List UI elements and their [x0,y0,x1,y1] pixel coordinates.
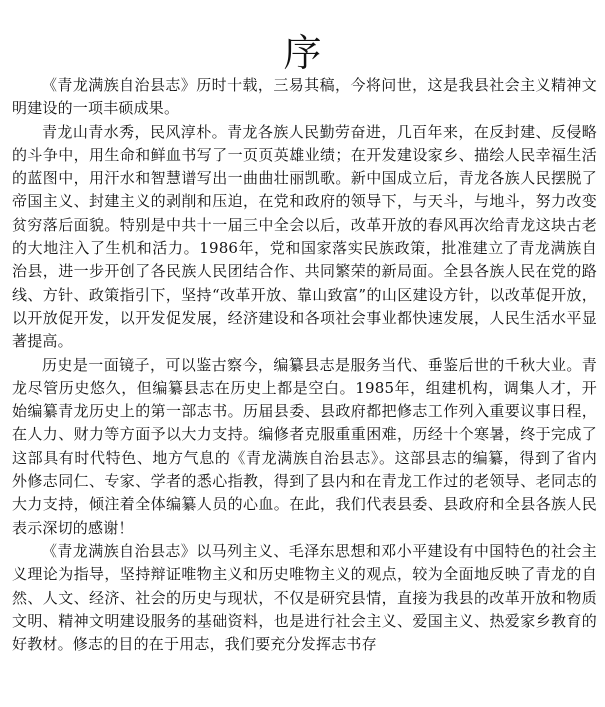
paragraph-4: 《青龙满族自治县志》以马列主义、毛泽东思想和邓小平建设有中国特色的社会主义理论为指导，坚持辩证唯物主义和历史唯物主义的观点，较为全面地反映了青龙的自然、人文、经济、社会的历史与现状，不仅是研究县情，直接为我县的改革开放和物质文明、精神文明建设服务的基础资料，也是进行社会主义、爱国主义、热爱家乡教育的好教材。修志的目的在于用志，我们要充分发挥志书存 [12,541,597,654]
page-title: 序 [283,31,322,76]
paragraph-3: 历史是一面镜子，可以鉴古察今，编纂县志是服务当代、垂鉴后世的千秋大业。青龙尽管历史悠久，但编纂县志在历史上都是空白。1985年，组建机构，调集人才，开始编纂青龙历史上的第一部志书。历届县委、县政府都把修志工作列入重要议事日程，在人力、财力等方面予以大力支持。编修者克服重重困难，历经十个寒暑，终于完成了这部具有时代特色、地方气息的《青龙满族自治县志》。这部县志的编纂，得到了省内外修志同仁、专家、学者的悉心指教，得到了县内和在青龙工作过的老领导、老同志的大力支持，倾注着全体编纂人员的心血。在此，我们代表县委、县政府和全县各族人民表示深切的感谢！ [12,355,597,537]
preface-body [12,74,597,656]
paragraph-1: 《青龙满族自治县志》历时十载，三易其稿，今将问世，这是我县社会主义精神文明建设的一项丰硕成果。 [12,76,597,118]
paragraph-2: 青龙山青水秀，民风淳朴。青龙各族人民勤劳奋进，几百年来，在反封建、反侵略的斗争中，用生命和鲜血书写了一页页英雄业绩；在开发建设家乡、描绘人民幸福生活的蓝图中，用汗水和智慧谱写出一曲曲壮丽凯歌。新中国成立后，青龙各族人民摆脱了帝国主义、封建主义的剥削和压迫，在党和政府的领导下，与天斗，与地斗，努力改变贫穷落后面貌。特别是中共十一届三中全会以后，改革开放的春风再次给青龙这块古老的大地注入了生机和活力。1986年，党和国家落实民族政策，批准建立了青龙满族自治县，进一步开创了各民族人民团结合作、共同繁荣的新局面。全县各族人民在党的路线、方针、政策指引下，坚持“改革开放、靠山致富”的山区建设方针，以改革促开放，以开放促开发，以开发促发展，经济建设和各项社会事业都快速发展，人民生活水平显著提高。 [12,122,597,351]
